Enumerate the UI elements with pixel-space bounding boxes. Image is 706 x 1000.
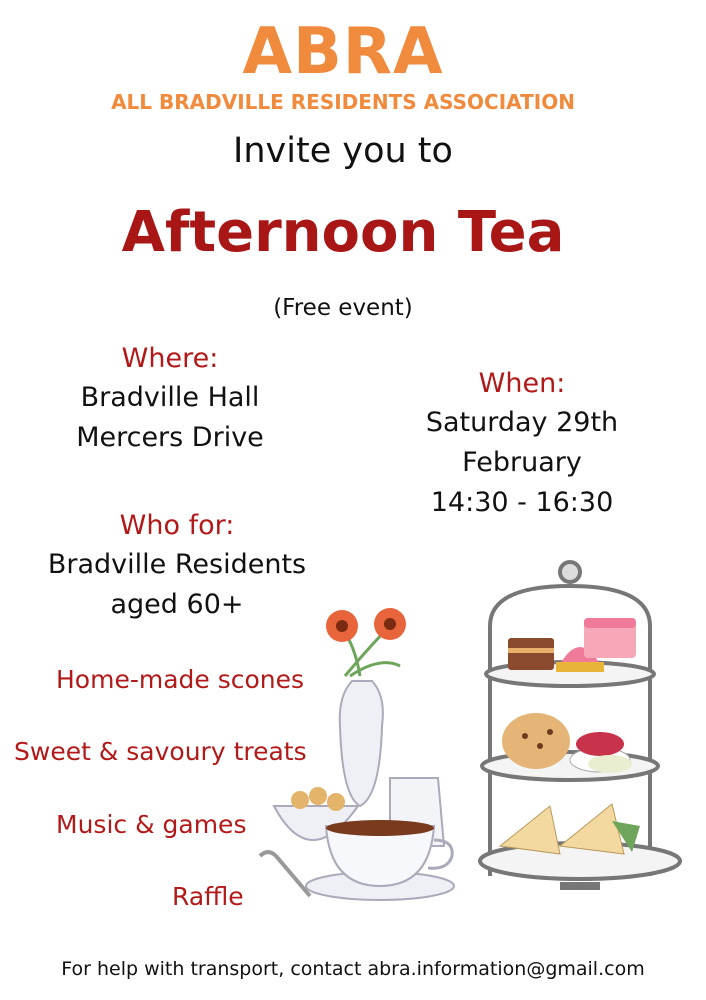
feature-item: Sweet & savoury treats [14, 737, 307, 766]
where-label: Where: [121, 343, 219, 374]
where-line-1: Bradville Hall [80, 382, 260, 413]
feature-item: Raffle [172, 882, 244, 911]
when-line-1: Saturday 29th [425, 407, 619, 438]
where-line-2: Mercers Drive [76, 422, 264, 453]
invite-line: Invite you to [233, 131, 453, 171]
who-for-line-2: aged 60+ [110, 589, 244, 620]
flower-vase-icon [326, 608, 406, 806]
org-acronym: ABRA [242, 15, 444, 89]
event-title: Afternoon Tea [121, 200, 565, 265]
feature-item: Home-made scones [56, 665, 305, 694]
where-section [45, 340, 295, 458]
sandwiches-icon [500, 804, 640, 854]
org-name: ALL BRADVILLE RESIDENTS ASSOCIATION [111, 90, 575, 114]
who-for-line-1: Bradville Residents [47, 549, 307, 580]
when-line-3: 14:30 - 16:30 [430, 487, 614, 518]
transport-help-footer: For help with transport, contact abra.information@gmail.com [61, 958, 645, 980]
feature-item: Music & games [56, 810, 247, 839]
teacup-icon [306, 820, 454, 900]
spoon-icon [260, 852, 310, 896]
afternoon-tea-illustration [240, 556, 700, 936]
event-subtitle: (Free event) [273, 295, 413, 321]
when-section [392, 365, 652, 523]
when-label: When: [478, 368, 566, 399]
who-for-label: Who for: [119, 510, 235, 541]
when-line-2: February [462, 447, 582, 478]
